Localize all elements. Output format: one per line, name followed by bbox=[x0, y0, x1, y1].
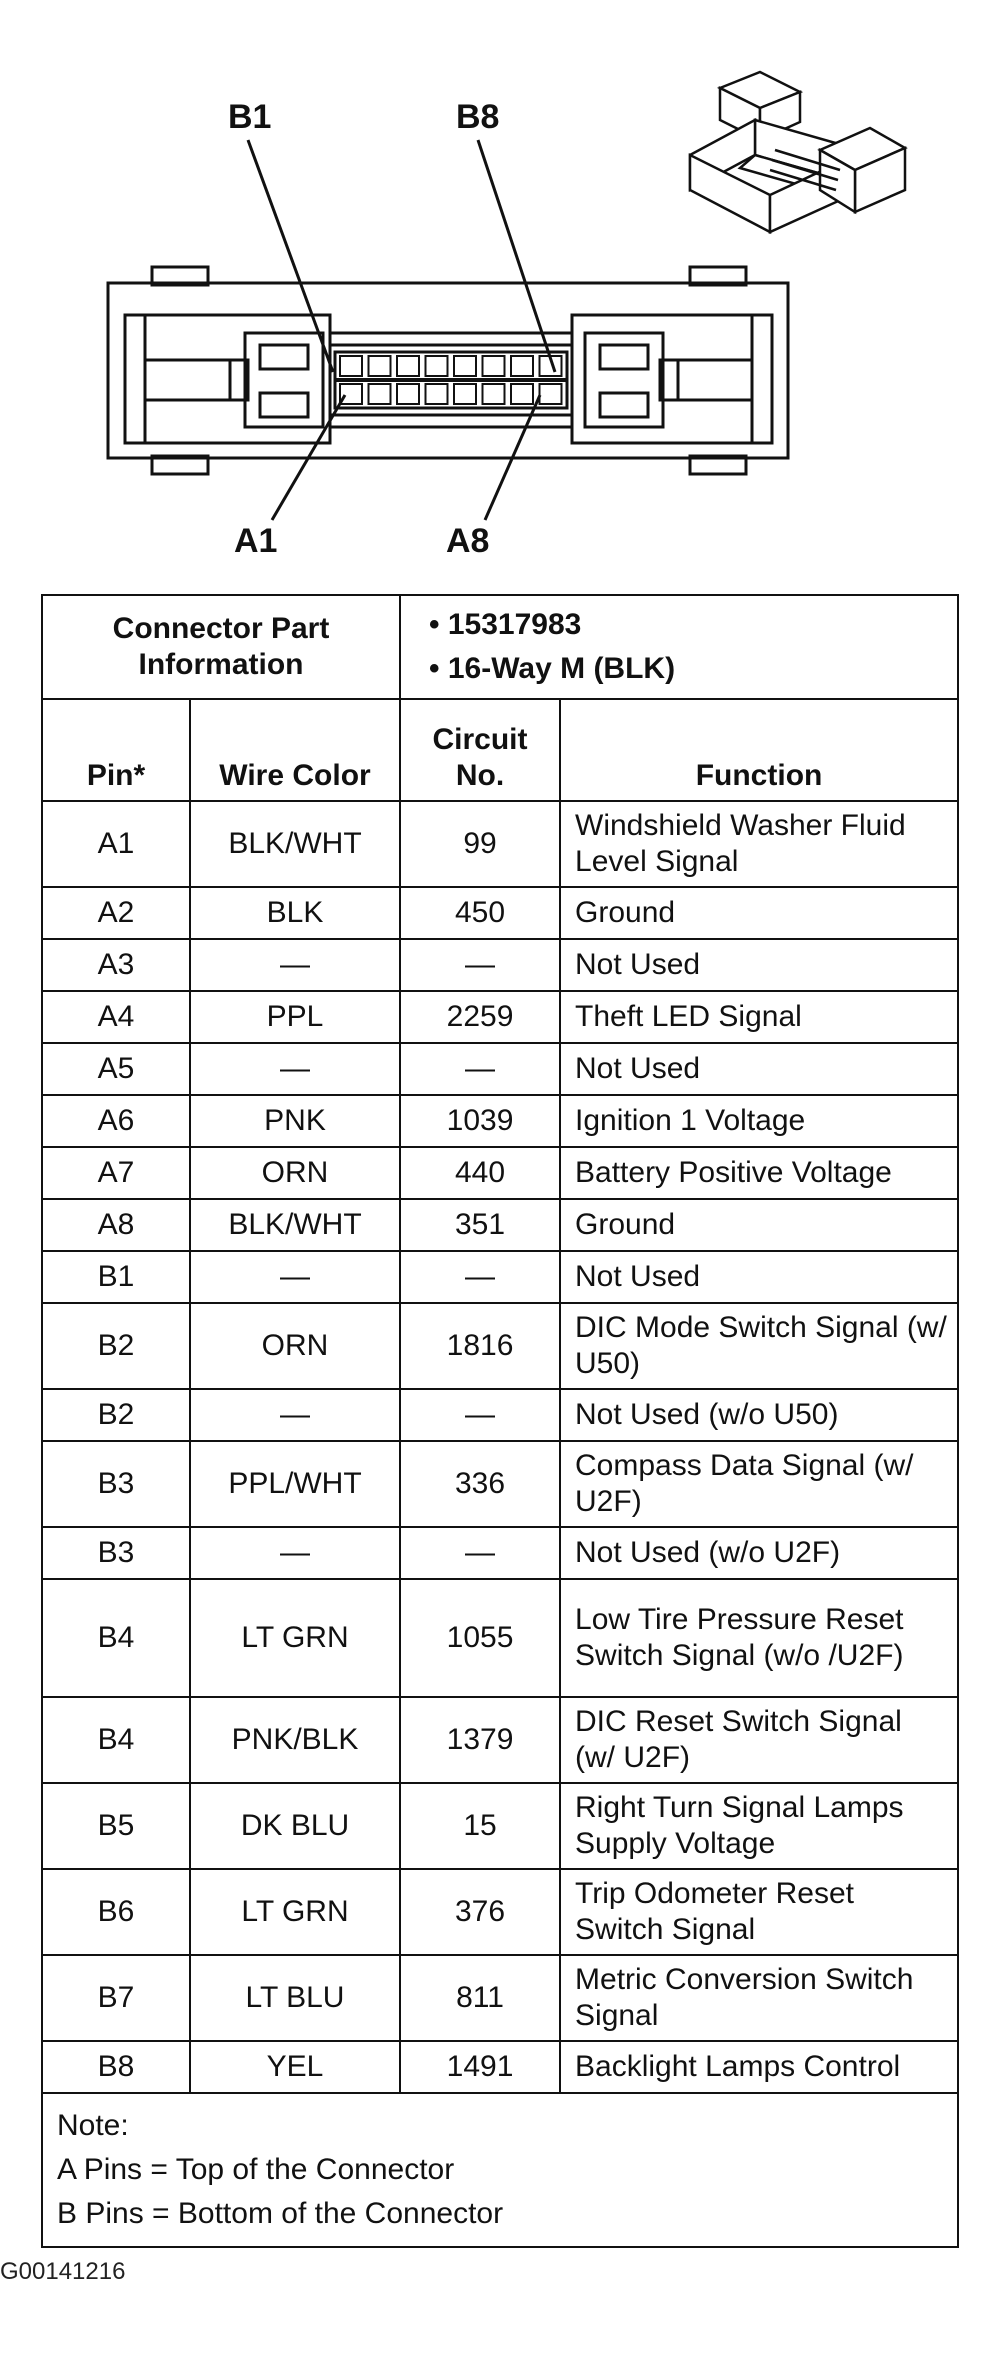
note-title: Note: bbox=[57, 2109, 129, 2142]
circuit-cell: 1055 bbox=[400, 1579, 560, 1697]
pin-cavity bbox=[454, 384, 476, 404]
header-circuit: Circuit No. bbox=[400, 699, 560, 801]
pin-cavity bbox=[397, 356, 419, 376]
wire-color-cell: LT GRN bbox=[190, 1579, 400, 1697]
pin-cavity bbox=[454, 356, 476, 376]
pin-cell: B2 bbox=[42, 1389, 190, 1441]
pin-cell: B2 bbox=[42, 1303, 190, 1389]
table-row bbox=[42, 1783, 958, 1869]
pin-cell: A7 bbox=[42, 1147, 190, 1199]
pin-cavity bbox=[426, 384, 448, 404]
function-cell: DIC Reset Switch Signal (w/ U2F) bbox=[560, 1697, 958, 1783]
circuit-cell: 1491 bbox=[400, 2041, 560, 2093]
pin-cell: A2 bbox=[42, 887, 190, 939]
wire-color-cell: — bbox=[190, 939, 400, 991]
connector-info-label: Connector Part Information bbox=[42, 595, 400, 699]
circuit-cell: 15 bbox=[400, 1783, 560, 1869]
function-cell: Metric Conversion Switch Signal bbox=[560, 1955, 958, 2041]
wire-color-cell: BLK/WHT bbox=[190, 1199, 400, 1251]
function-cell: Backlight Lamps Control bbox=[560, 2041, 958, 2093]
pin-cavity bbox=[511, 384, 533, 404]
connector-diagram bbox=[0, 0, 1000, 580]
header-function: Function bbox=[560, 699, 958, 801]
function-cell: Not Used (w/o U2F) bbox=[560, 1527, 958, 1579]
pin-cell: A3 bbox=[42, 939, 190, 991]
function-cell: Theft LED Signal bbox=[560, 991, 958, 1043]
figure-code: G00141216 bbox=[0, 2258, 126, 2285]
pin-cell: A6 bbox=[42, 1095, 190, 1147]
table-row bbox=[42, 1251, 958, 1303]
header-pin: Pin* bbox=[42, 699, 190, 801]
pin-cell: A4 bbox=[42, 991, 190, 1043]
table-row bbox=[42, 1527, 958, 1579]
pin-label-a1: A1 bbox=[234, 522, 278, 560]
wire-color-cell: — bbox=[190, 1043, 400, 1095]
circuit-cell: 99 bbox=[400, 801, 560, 887]
header-row bbox=[42, 699, 958, 801]
function-cell: Not Used (w/o U50) bbox=[560, 1389, 958, 1441]
circuit-cell: 811 bbox=[400, 1955, 560, 2041]
pin-cell: B8 bbox=[42, 2041, 190, 2093]
table-row bbox=[42, 1697, 958, 1783]
table-row bbox=[42, 1579, 958, 1697]
pin-cell: B3 bbox=[42, 1527, 190, 1579]
table-row bbox=[42, 1869, 958, 1955]
wire-color-cell: ORN bbox=[190, 1303, 400, 1389]
function-cell: Battery Positive Voltage bbox=[560, 1147, 958, 1199]
pinout-table bbox=[41, 594, 959, 2248]
table-row bbox=[42, 991, 958, 1043]
table-row bbox=[42, 1955, 958, 2041]
circuit-cell: 376 bbox=[400, 1869, 560, 1955]
pin-cell: B6 bbox=[42, 1869, 190, 1955]
function-cell: Not Used bbox=[560, 1043, 958, 1095]
wire-color-cell: PPL bbox=[190, 991, 400, 1043]
note-line1: A Pins = Top of the Connector bbox=[57, 2153, 455, 2186]
pin-cavity bbox=[511, 356, 533, 376]
pin-cell: A1 bbox=[42, 801, 190, 887]
function-cell: Ground bbox=[560, 887, 958, 939]
header-wire-color: Wire Color bbox=[190, 699, 400, 801]
table-row bbox=[42, 1199, 958, 1251]
pin-cavity bbox=[340, 356, 362, 376]
function-cell: Compass Data Signal (w/ U2F) bbox=[560, 1441, 958, 1527]
pin-cell: B1 bbox=[42, 1251, 190, 1303]
circuit-cell: — bbox=[400, 1389, 560, 1441]
pin-cell: B7 bbox=[42, 1955, 190, 2041]
wire-color-cell: — bbox=[190, 1389, 400, 1441]
function-cell: DIC Mode Switch Signal (w/ U50) bbox=[560, 1303, 958, 1389]
function-cell: Right Turn Signal Lamps Supply Voltage bbox=[560, 1783, 958, 1869]
pin-cavity bbox=[369, 356, 391, 376]
wire-color-cell: PPL/WHT bbox=[190, 1441, 400, 1527]
function-cell: Low Tire Pressure Reset Switch Signal (w/o /U2F) bbox=[560, 1579, 958, 1697]
wire-color-cell: LT BLU bbox=[190, 1955, 400, 2041]
table-row bbox=[42, 2041, 958, 2093]
table-row bbox=[42, 1147, 958, 1199]
circuit-cell: 336 bbox=[400, 1441, 560, 1527]
pin-cavity bbox=[340, 384, 362, 404]
circuit-cell: 2259 bbox=[400, 991, 560, 1043]
pin-cell: B4 bbox=[42, 1697, 190, 1783]
circuit-cell: 440 bbox=[400, 1147, 560, 1199]
circuit-cell: — bbox=[400, 1043, 560, 1095]
pin-label-a8: A8 bbox=[446, 522, 490, 560]
table-row bbox=[42, 1389, 958, 1441]
table-row bbox=[42, 887, 958, 939]
pin-cell: B4 bbox=[42, 1579, 190, 1697]
function-cell: Windshield Washer Fluid Level Signal bbox=[560, 801, 958, 887]
circuit-cell: 1379 bbox=[400, 1697, 560, 1783]
pin-label-b1: B1 bbox=[228, 98, 272, 136]
circuit-cell: — bbox=[400, 1251, 560, 1303]
wire-color-cell: BLK bbox=[190, 887, 400, 939]
note-row bbox=[42, 2093, 958, 2247]
circuit-cell: 1039 bbox=[400, 1095, 560, 1147]
pin-cavity bbox=[369, 384, 391, 404]
pin-cell: A8 bbox=[42, 1199, 190, 1251]
function-cell: Ground bbox=[560, 1199, 958, 1251]
connector-info-row bbox=[42, 595, 958, 699]
circuit-cell: 450 bbox=[400, 887, 560, 939]
wire-color-cell: — bbox=[190, 1527, 400, 1579]
connector-drawing bbox=[0, 0, 1000, 580]
circuit-cell: — bbox=[400, 939, 560, 991]
wire-color-cell: BLK/WHT bbox=[190, 801, 400, 887]
connector-description: • 16-Way M (BLK) bbox=[429, 652, 676, 685]
wire-color-cell: — bbox=[190, 1251, 400, 1303]
pin-cavity bbox=[540, 384, 562, 404]
note-line2: B Pins = Bottom of the Connector bbox=[57, 2197, 504, 2230]
function-cell: Ignition 1 Voltage bbox=[560, 1095, 958, 1147]
table-row bbox=[42, 1095, 958, 1147]
pin-cavity bbox=[426, 356, 448, 376]
circuit-cell: — bbox=[400, 1527, 560, 1579]
pin-cavity bbox=[483, 384, 505, 404]
wire-color-cell: LT GRN bbox=[190, 1869, 400, 1955]
table-row bbox=[42, 1441, 958, 1527]
pin-cavity bbox=[483, 356, 505, 376]
table-row bbox=[42, 939, 958, 991]
function-cell: Not Used bbox=[560, 939, 958, 991]
connector-info-values bbox=[400, 595, 958, 699]
pin-cell: B3 bbox=[42, 1441, 190, 1527]
wire-color-cell: YEL bbox=[190, 2041, 400, 2093]
function-cell: Not Used bbox=[560, 1251, 958, 1303]
pin-label-b8: B8 bbox=[456, 98, 500, 136]
function-cell: Trip Odometer Reset Switch Signal bbox=[560, 1869, 958, 1955]
wire-color-cell: DK BLU bbox=[190, 1783, 400, 1869]
wire-color-cell: PNK bbox=[190, 1095, 400, 1147]
pin-cavity bbox=[397, 384, 419, 404]
circuit-cell: 1816 bbox=[400, 1303, 560, 1389]
part-number: • 15317983 bbox=[429, 608, 582, 641]
wire-color-cell: ORN bbox=[190, 1147, 400, 1199]
note-cell bbox=[42, 2093, 958, 2247]
circuit-cell: 351 bbox=[400, 1199, 560, 1251]
table-row bbox=[42, 1043, 958, 1095]
wire-color-cell: PNK/BLK bbox=[190, 1697, 400, 1783]
table-row bbox=[42, 1303, 958, 1389]
table-row bbox=[42, 801, 958, 887]
pin-cell: B5 bbox=[42, 1783, 190, 1869]
pin-cell: A5 bbox=[42, 1043, 190, 1095]
